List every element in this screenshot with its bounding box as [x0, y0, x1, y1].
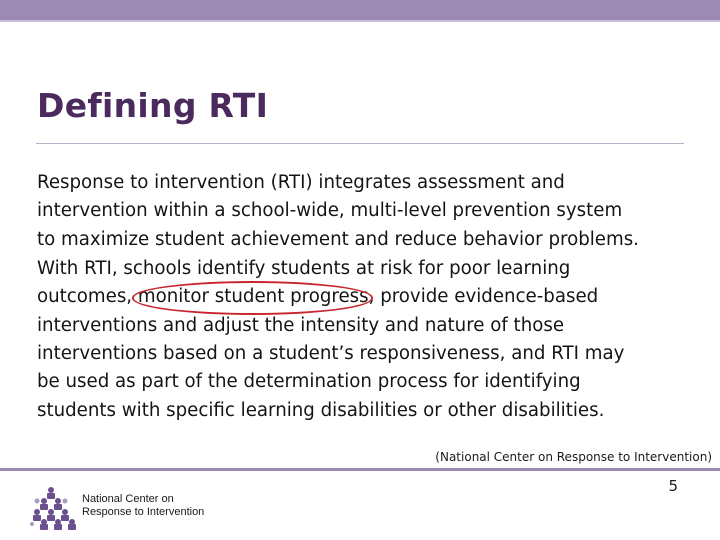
- body-text-fragment: , provide evidence-based: [368, 286, 599, 308]
- circled-phrase-text: monitor student progress: [137, 286, 369, 308]
- source-citation: (National Center on Response to Intervention): [435, 450, 712, 464]
- body-line: to maximize student achievement and reduce behavior problems.: [37, 228, 639, 250]
- body-line: interventions and adjust the intensity and nature of those: [37, 314, 565, 336]
- footer-divider: [0, 468, 720, 471]
- body-line: intervention within a school-wide, multi‑level prevention system: [37, 200, 623, 222]
- body-line: Response to intervention (RTI) integrates assessment and: [37, 172, 565, 193]
- top-accent-line: [0, 20, 720, 22]
- body-line: students with specific learning disabilities or other disabilities.: [37, 399, 605, 421]
- organization-logo-text: [82, 493, 204, 519]
- slide-title: Defining RTI: [37, 86, 269, 125]
- body-text-fragment: outcomes,: [37, 286, 138, 308]
- body-line: be used as part of the determination process for identifying: [37, 371, 581, 393]
- logo-line: National Center on: [82, 493, 174, 505]
- circled-phrase: [138, 283, 369, 311]
- top-accent-bar: [0, 0, 720, 20]
- body-line-with-annotation: [37, 283, 697, 311]
- logo-line: Response to Intervention: [82, 506, 205, 518]
- body-line: With RTI, schools identify students at risk for poor learning: [37, 257, 571, 279]
- page-number: 5: [668, 477, 678, 495]
- slide-body: [37, 169, 697, 425]
- stacked-people-pyramid-icon: [30, 486, 78, 530]
- title-divider: [36, 143, 684, 144]
- body-line: interventions based on a student’s responsiveness, and RTI may: [37, 343, 625, 365]
- paragraph-rti-practices: [37, 255, 697, 425]
- paragraph-rti-definition: [37, 169, 697, 254]
